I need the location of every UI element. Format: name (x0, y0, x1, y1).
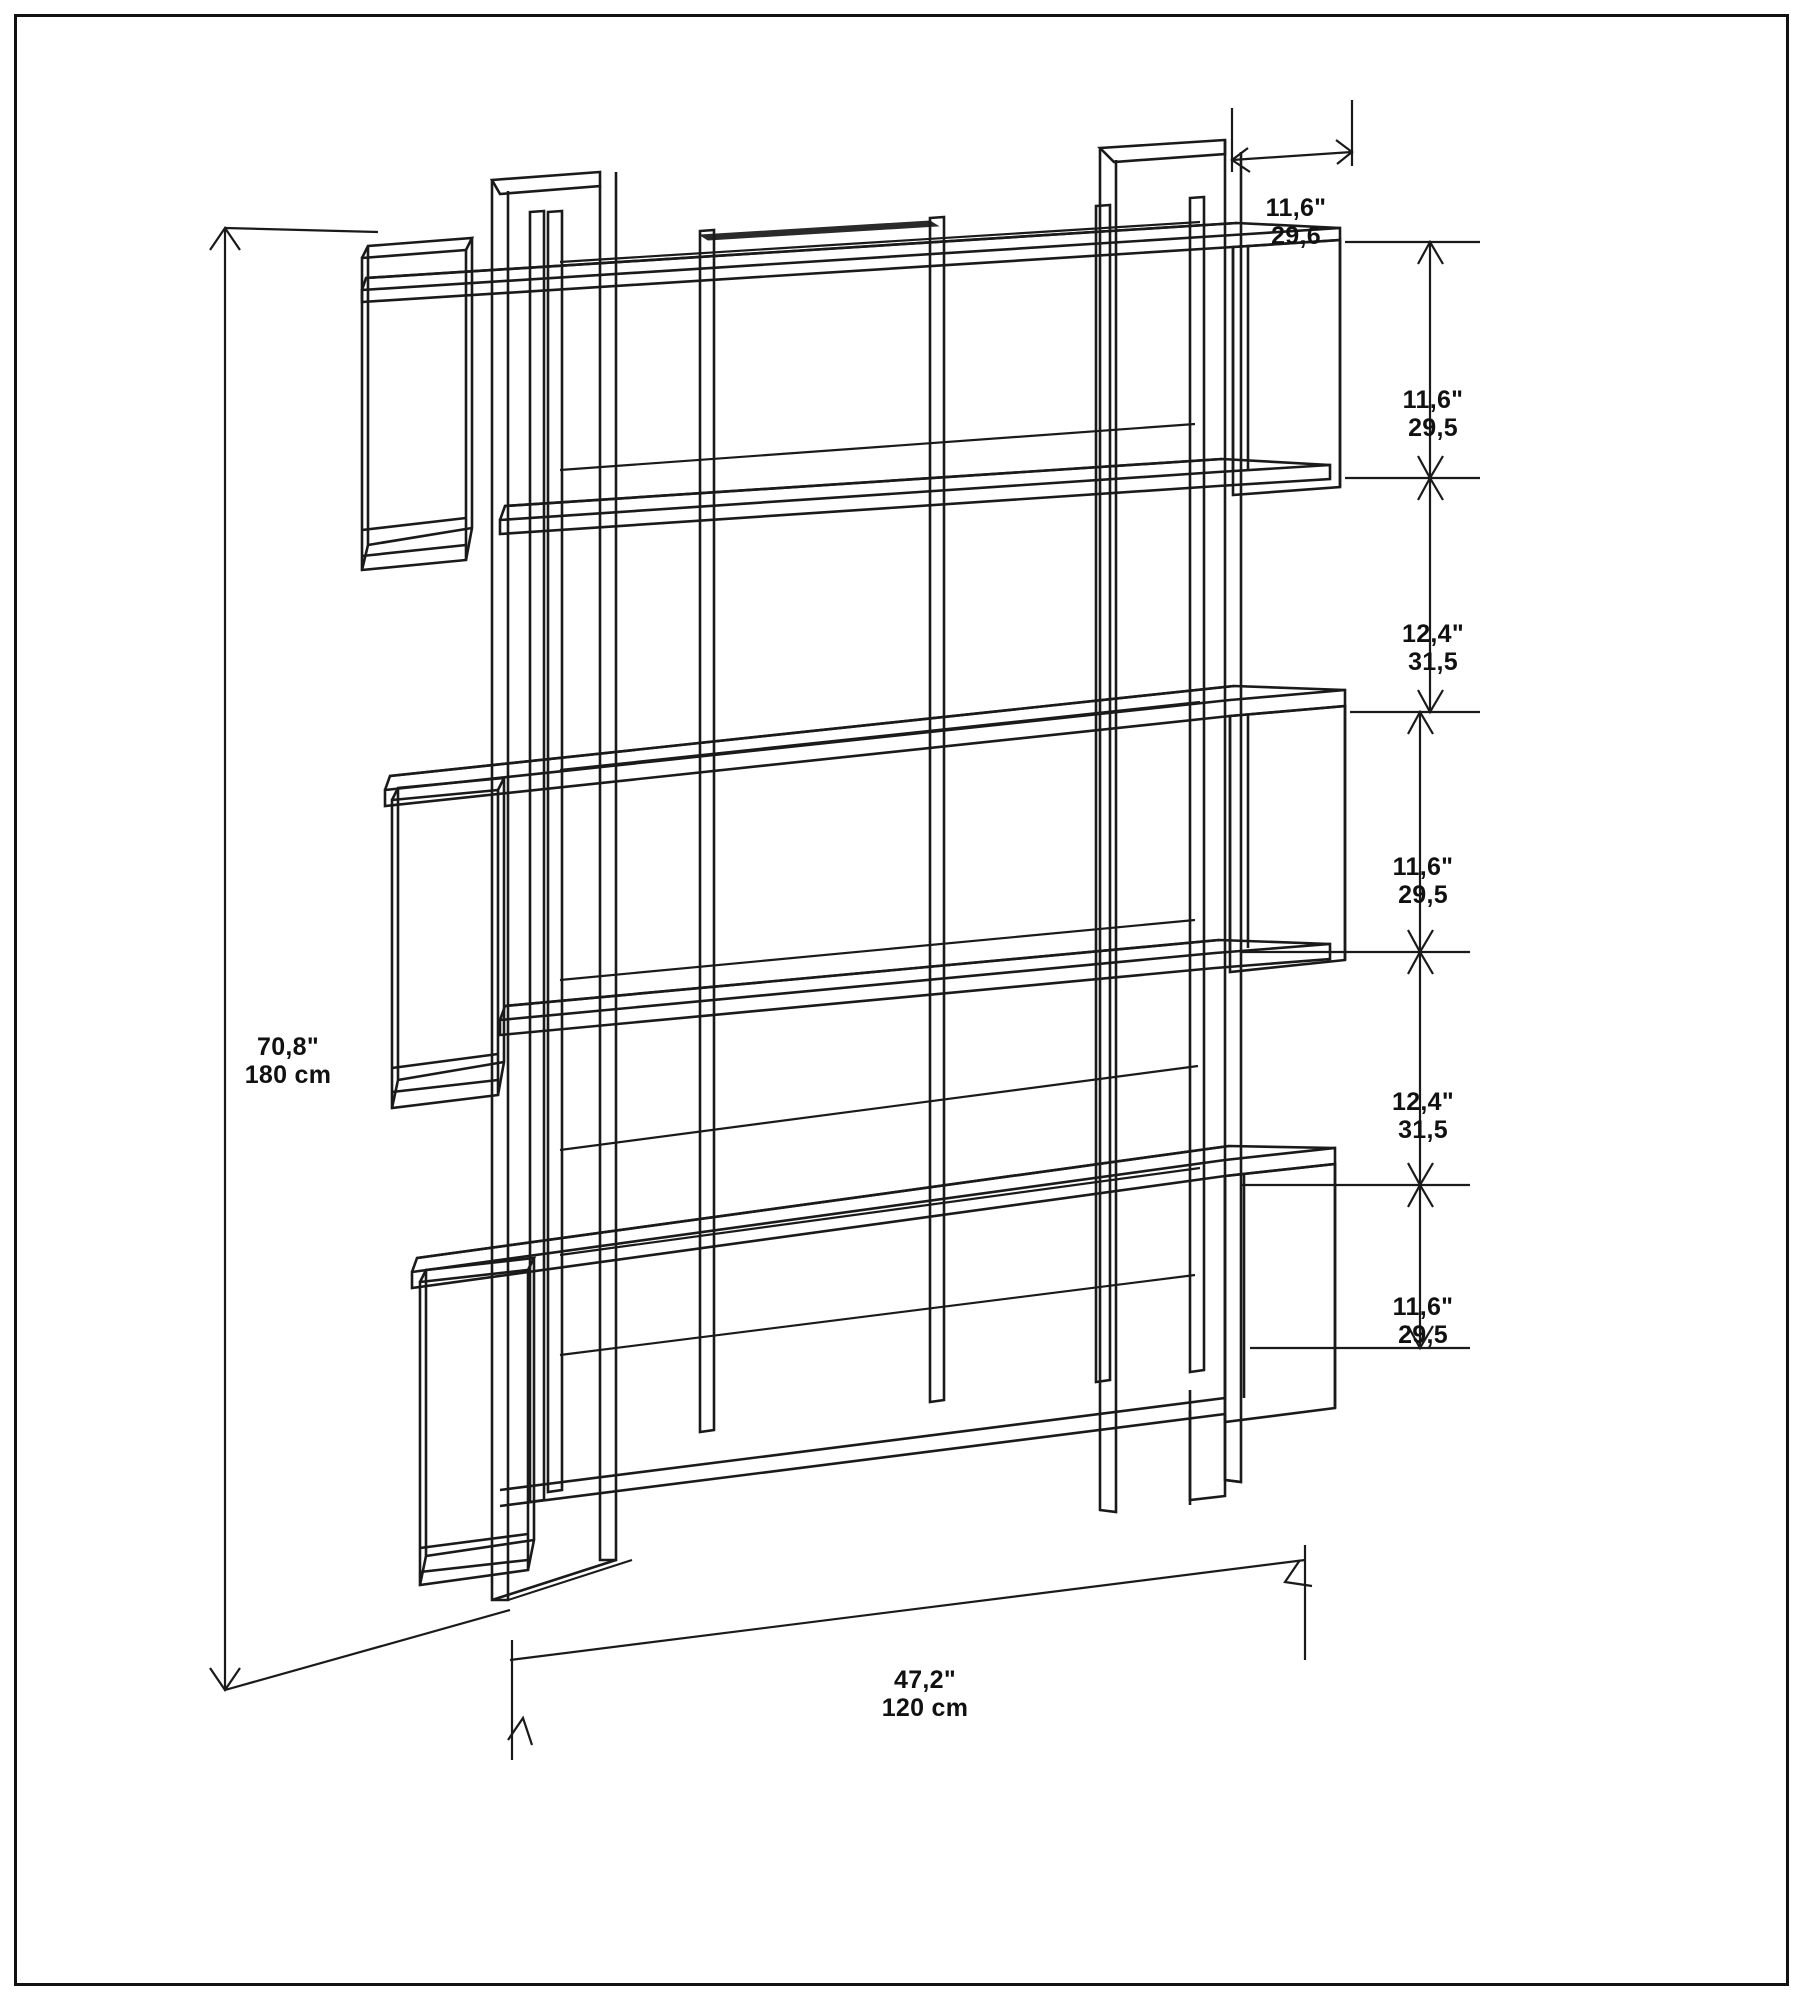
dimension-lines (210, 100, 1480, 1760)
bottom-shelf-board (412, 1146, 1335, 1288)
middle-right-side-panel (1230, 706, 1345, 972)
second-shelf-board (500, 459, 1330, 534)
fourth-shelf-board (500, 940, 1330, 1035)
dim-tier-1-label: 11,6" 29,5 (1402, 385, 1464, 443)
dim-tier-2-label: 12,4" 31,5 (1401, 619, 1464, 677)
dim-tier-5-label: 11,6" 29,5 (1392, 1292, 1454, 1350)
bottom-left-side-panel (420, 1258, 534, 1585)
dim-height-label: 70,8" 180 cm (244, 1032, 332, 1090)
metal-frame-posts (492, 140, 1241, 1600)
inner-cross-rails (560, 222, 1200, 1355)
dim-tier-4-label: 12,4" 31,5 (1391, 1087, 1454, 1145)
top-shelf-inset (700, 221, 938, 240)
dim-tier-3-label: 11,6" 29,5 (1392, 852, 1454, 910)
dim-depth-label: 11,6" 29,6 (1265, 193, 1327, 251)
dim-width-label: 47,2" 120 cm (881, 1665, 969, 1723)
middle-left-side-panel (392, 778, 504, 1108)
